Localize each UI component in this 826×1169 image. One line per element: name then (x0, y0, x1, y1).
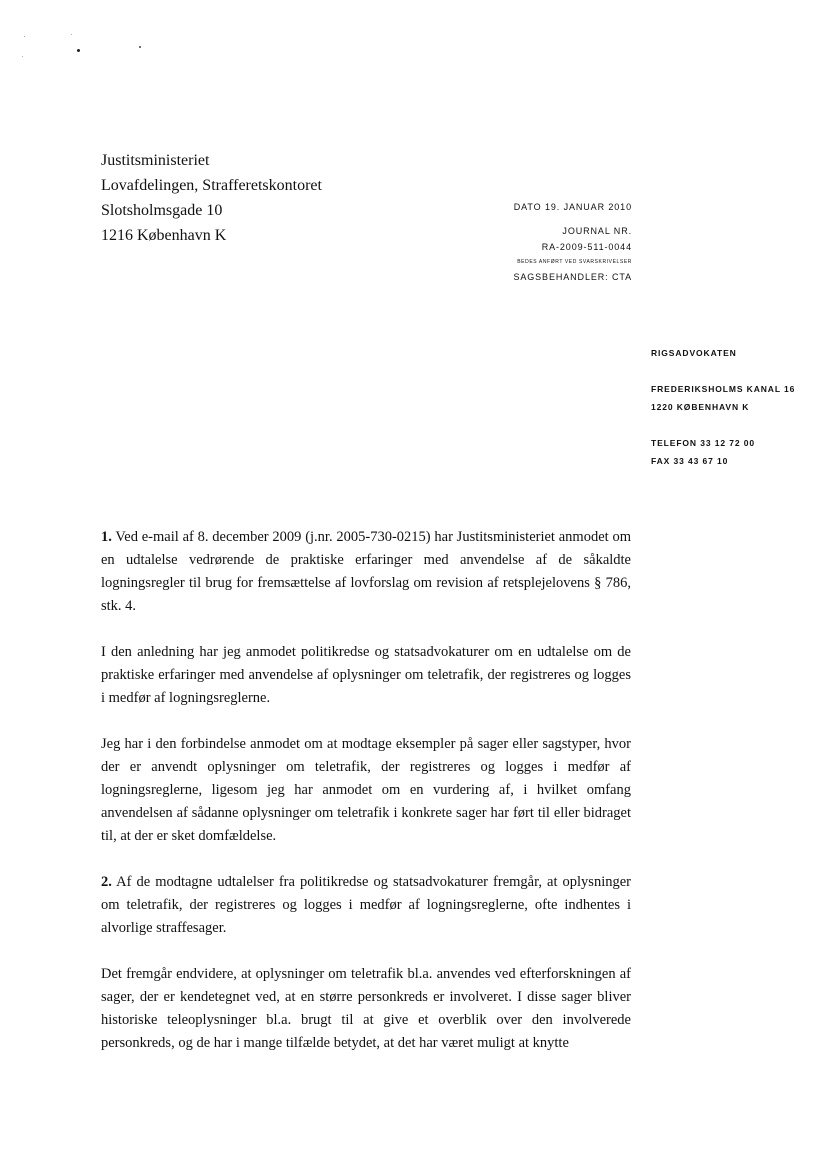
letter-meta (513, 199, 632, 285)
journal-note: BEDES ANFØRT VED SVARSKRIVELSER (517, 259, 632, 265)
scan-speck (139, 46, 141, 48)
scan-speck (22, 56, 23, 57)
sender-address (651, 344, 795, 470)
recipient-line: Justitsministeriet (101, 152, 210, 169)
journal-number: RA-2009-511-0044 (541, 242, 632, 252)
scan-speck (77, 49, 80, 52)
recipient-address (101, 148, 322, 248)
recipient-line: 1216 København K (101, 227, 227, 244)
recipient-line: Lovafdelingen, Strafferetskontoret (101, 177, 322, 194)
paragraph: I den anledning har jeg anmodet politikredse og statsadvokaturer om en udtalelse om de praktiske erfaringer med anvendelse af oplysninger om teletrafik, der registreres og logges i medfør af logningsreglerne. (101, 644, 631, 706)
sender-street: FREDERIKSHOLMS KANAL 16 (651, 384, 796, 394)
letter-date: DATO 19. JANUAR 2010 (513, 202, 632, 212)
sender-name: RIGSADVOKATEN (651, 348, 737, 358)
section-number: 1. (101, 529, 112, 545)
scan-speck (24, 36, 25, 37)
journal-label: JOURNAL NR. (562, 226, 632, 236)
paragraph-text: Af de modtagne udtalelser fra politikredse og statsadvokaturer fremgår, at oplysninger om teletrafik, der registreres og logges i medfør af logningsreglerne, ofte indhentes i alvorlige straffesager. (101, 874, 631, 936)
letter-body (101, 526, 631, 1078)
paragraph-text: Ved e-mail af 8. december 2009 (j.nr. 2005-730-0215) har Justitsministeriet anmodet om en udtalelse vedrørende de praktiske erfaringer med anvendelse af de såkaldte logningsregler til brug for fremsættelse af lovforslag om revision af retsplejelovens § 786, stk. 4. (101, 529, 631, 614)
sender-fax: FAX 33 43 67 10 (651, 456, 729, 466)
recipient-line: Slotsholmsgade 10 (101, 202, 223, 219)
paragraph (101, 526, 631, 618)
scan-speck (71, 34, 72, 35)
paragraph: Det fremgår endvidere, at oplysninger om teletrafik bl.a. anvendes ved efterforskningen af sager, der er kendetegnet ved, at en større personkreds er involveret. I disse sager bliver historiske teleoplysninger bl.a. brugt til at give et overblik over den involverede personkreds, og de har i mange tilfælde betydet, at det har været muligt at knytte (101, 966, 631, 1051)
case-handler: SAGSBEHANDLER: CTA (513, 272, 632, 282)
paragraph (101, 871, 631, 940)
paragraph: Jeg har i den forbindelse anmodet om at modtage eksempler på sager eller sagstyper, hvor der er anvendt oplysninger om teletrafik, der registreres og logges i medfør af logningsreglerne, ligesom jeg har anmodet om en vurdering af, i hvilket omfang anvendelsen af sådanne oplysninger om teletrafik i konkrete sager har ført til eller bidraget til, at der er sket domfældelse. (101, 736, 631, 844)
section-number: 2. (101, 874, 112, 890)
sender-city: 1220 KØBENHAVN K (651, 402, 750, 412)
sender-phone: TELEFON 33 12 72 00 (651, 438, 756, 448)
